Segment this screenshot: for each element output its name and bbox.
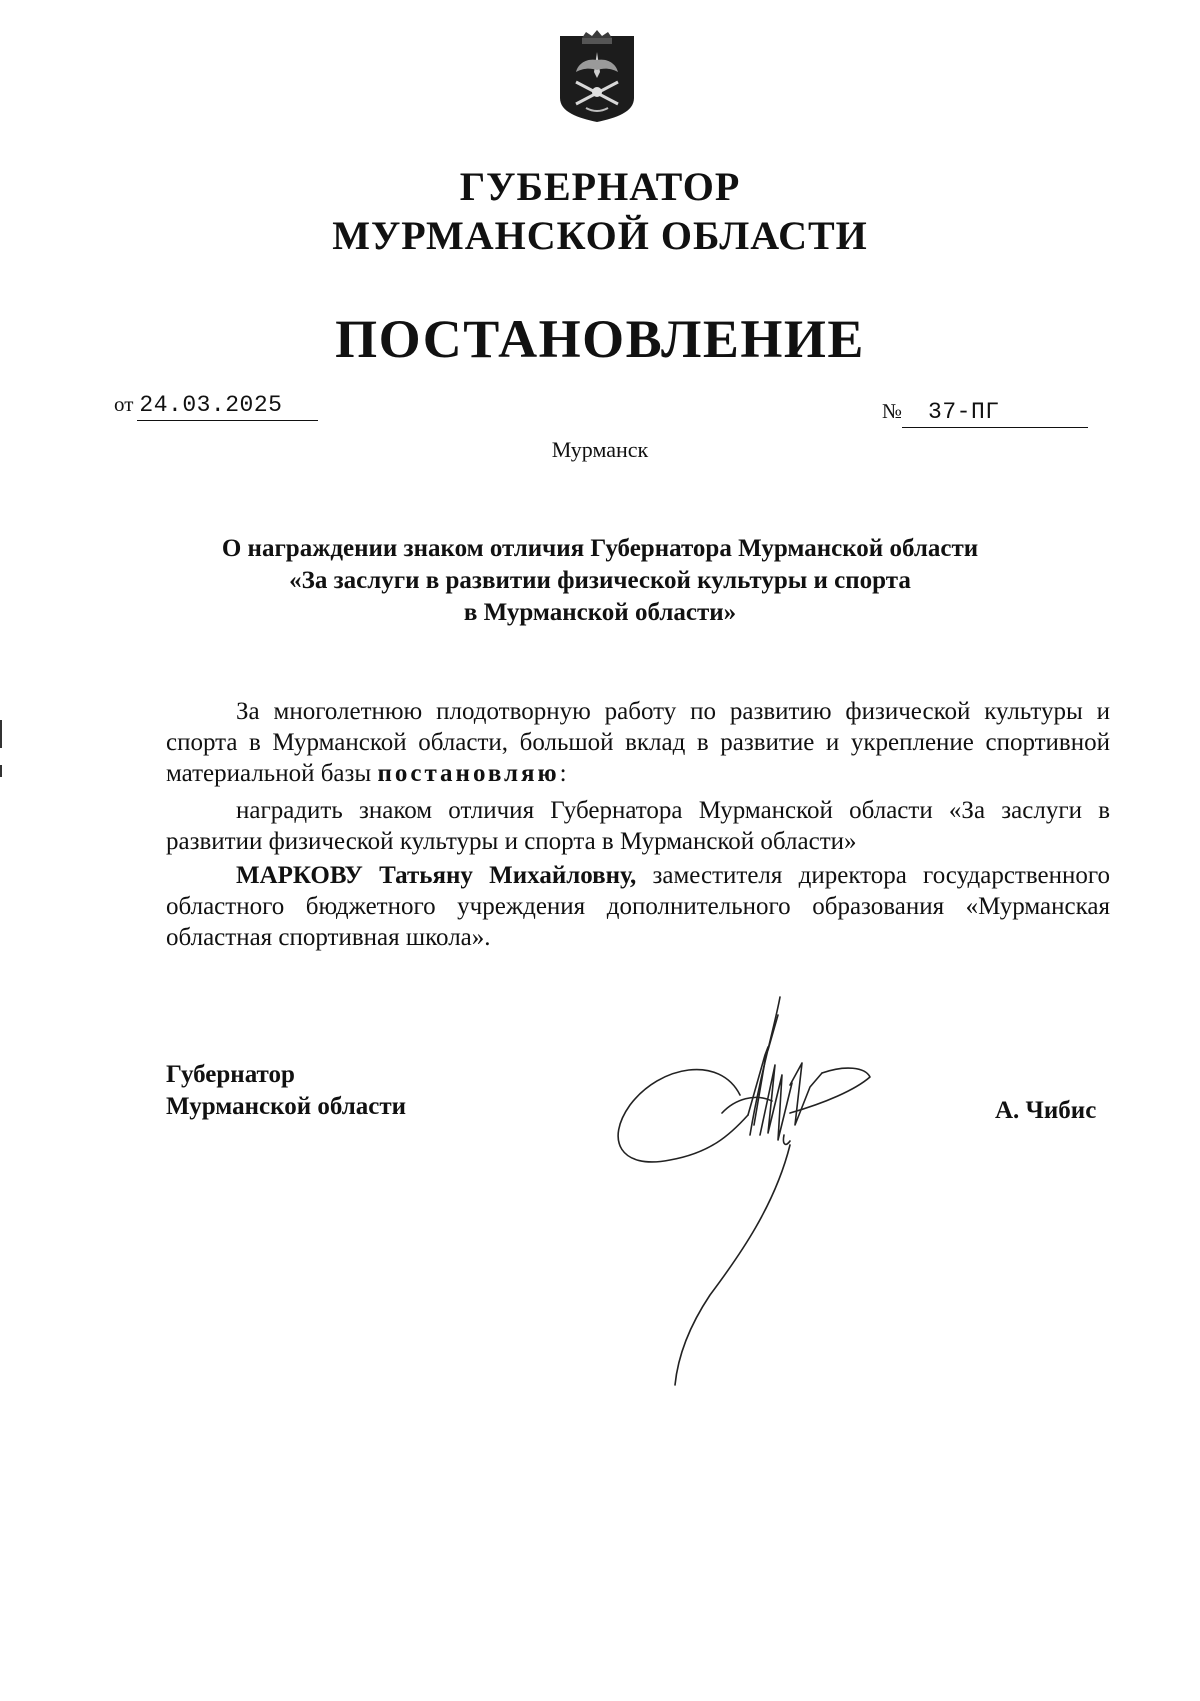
- subject-line: О награждении знаком отличия Губернатора Мурманской области: [221, 535, 979, 562]
- body-paragraph-awardee: [166, 860, 1110, 953]
- body-paragraph-basis: [166, 696, 1110, 789]
- coat-of-arms-icon: [556, 30, 638, 124]
- body-paragraph-award: наградить знаком отличия Губернатора Мурманской области «За заслуги в развитии физической культуры и спорта в Мурманской области»: [166, 797, 1110, 855]
- document-type-title: ПОСТАНОВЛЕНИЕ: [335, 309, 865, 369]
- awardee-position: заместителя директора государственного областного бюджетного учреждения дополнительного образования «Мурманская областная спортивная школа».: [166, 862, 1110, 951]
- number-value: 37-ПГ: [902, 399, 1088, 428]
- document-subject: [150, 533, 1050, 629]
- authority-title-line1: ГУБЕРНАТОР: [459, 164, 741, 209]
- subject-line: в Мурманской области»: [463, 599, 737, 626]
- handwritten-signature: [600, 995, 900, 1390]
- decision-colon: :: [559, 760, 567, 787]
- signatory-title-line: Губернатор: [166, 1061, 295, 1088]
- scan-artifact: [0, 720, 2, 748]
- basis-text: За многолетнюю плодотворную работу по развитию физической культуры и спорта в Мурманской области, большой вклад в развитие и укрепление спортивной материальной базы: [166, 698, 1110, 787]
- date-value: 24.03.2025: [137, 392, 318, 421]
- authority-title-line2: МУРМАНСКОЙ ОБЛАСТИ: [332, 213, 868, 258]
- document-date: [114, 392, 318, 421]
- scan-artifact: [0, 765, 2, 777]
- signatory-title-line: Мурманской области: [166, 1093, 407, 1120]
- signatory-name: А. Чибис: [995, 1097, 1097, 1124]
- date-prefix: от: [114, 392, 134, 416]
- city-name: Мурманск: [551, 437, 649, 462]
- document-number: [882, 399, 1088, 428]
- signatory-title: [166, 1059, 406, 1123]
- awardee-name: МАРКОВУ Татьяну Михайловну,: [236, 862, 637, 889]
- subject-line: «За заслуги в развитии физической культуры и спорта: [289, 567, 911, 594]
- number-prefix: №: [882, 399, 903, 423]
- decision-word: постановляю: [377, 760, 560, 787]
